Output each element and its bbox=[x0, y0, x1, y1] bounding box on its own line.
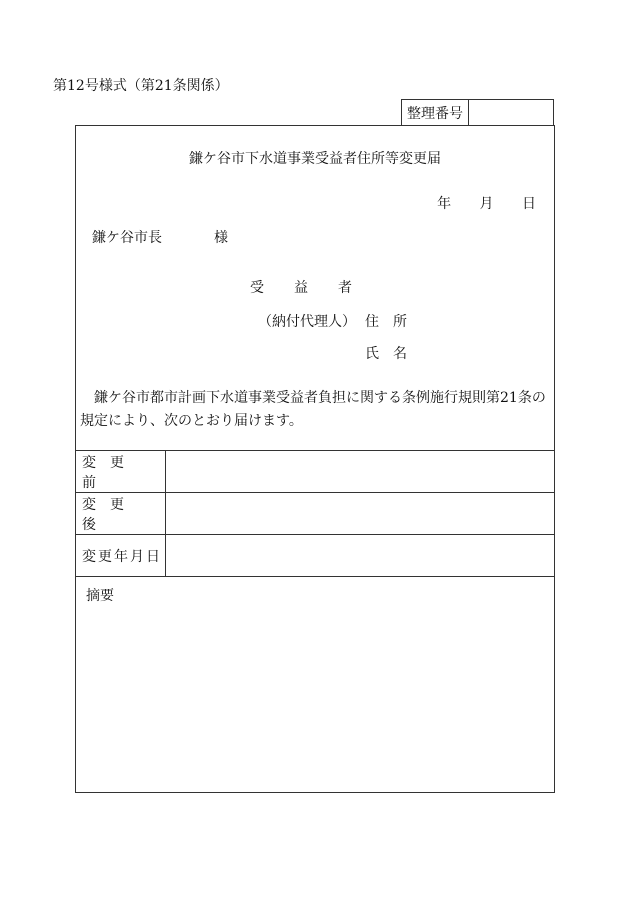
table-row bbox=[76, 450, 554, 492]
after-change-field[interactable] bbox=[166, 493, 554, 534]
date-month-label: 月 bbox=[479, 196, 494, 212]
summary-label: 摘要 bbox=[86, 588, 114, 604]
table-row bbox=[76, 534, 554, 576]
reference-number-label: 整理番号 bbox=[402, 100, 469, 125]
date-day-label: 日 bbox=[522, 196, 536, 212]
change-date-field[interactable] bbox=[166, 535, 554, 576]
form-frame bbox=[75, 125, 555, 793]
form-number-label: 第12号様式（第21条関係） bbox=[53, 78, 229, 94]
change-table bbox=[76, 450, 554, 793]
date-year-label: 年 bbox=[437, 196, 452, 212]
beneficiary-label: 受益者 bbox=[250, 280, 382, 296]
addressee-line bbox=[92, 227, 228, 247]
table-row bbox=[76, 492, 554, 534]
address-label: 住所 bbox=[365, 314, 421, 330]
declaration-text: 鎌ケ谷市都市計画下水道事業受益者負担に関する条例施行規則第21条の規定により、次のとおり届けます。 bbox=[80, 390, 546, 429]
reference-number-box bbox=[401, 99, 554, 125]
date-line bbox=[413, 193, 536, 213]
addressee-name: 鎌ケ谷市長 bbox=[92, 230, 162, 246]
name-label: 氏名 bbox=[365, 346, 421, 362]
form-title: 鎌ケ谷市下水道事業受益者住所等変更届 bbox=[189, 151, 441, 167]
summary-section[interactable] bbox=[76, 576, 554, 793]
change-date-label: 変更年月日 bbox=[76, 535, 166, 576]
agent-label: （納付代理人） bbox=[258, 314, 356, 330]
after-change-label: 変更後 bbox=[76, 493, 166, 534]
before-change-label: 変更前 bbox=[76, 451, 166, 492]
before-change-field[interactable] bbox=[166, 451, 554, 492]
reference-number-field[interactable] bbox=[469, 100, 553, 125]
addressee-honorific: 様 bbox=[214, 230, 228, 246]
